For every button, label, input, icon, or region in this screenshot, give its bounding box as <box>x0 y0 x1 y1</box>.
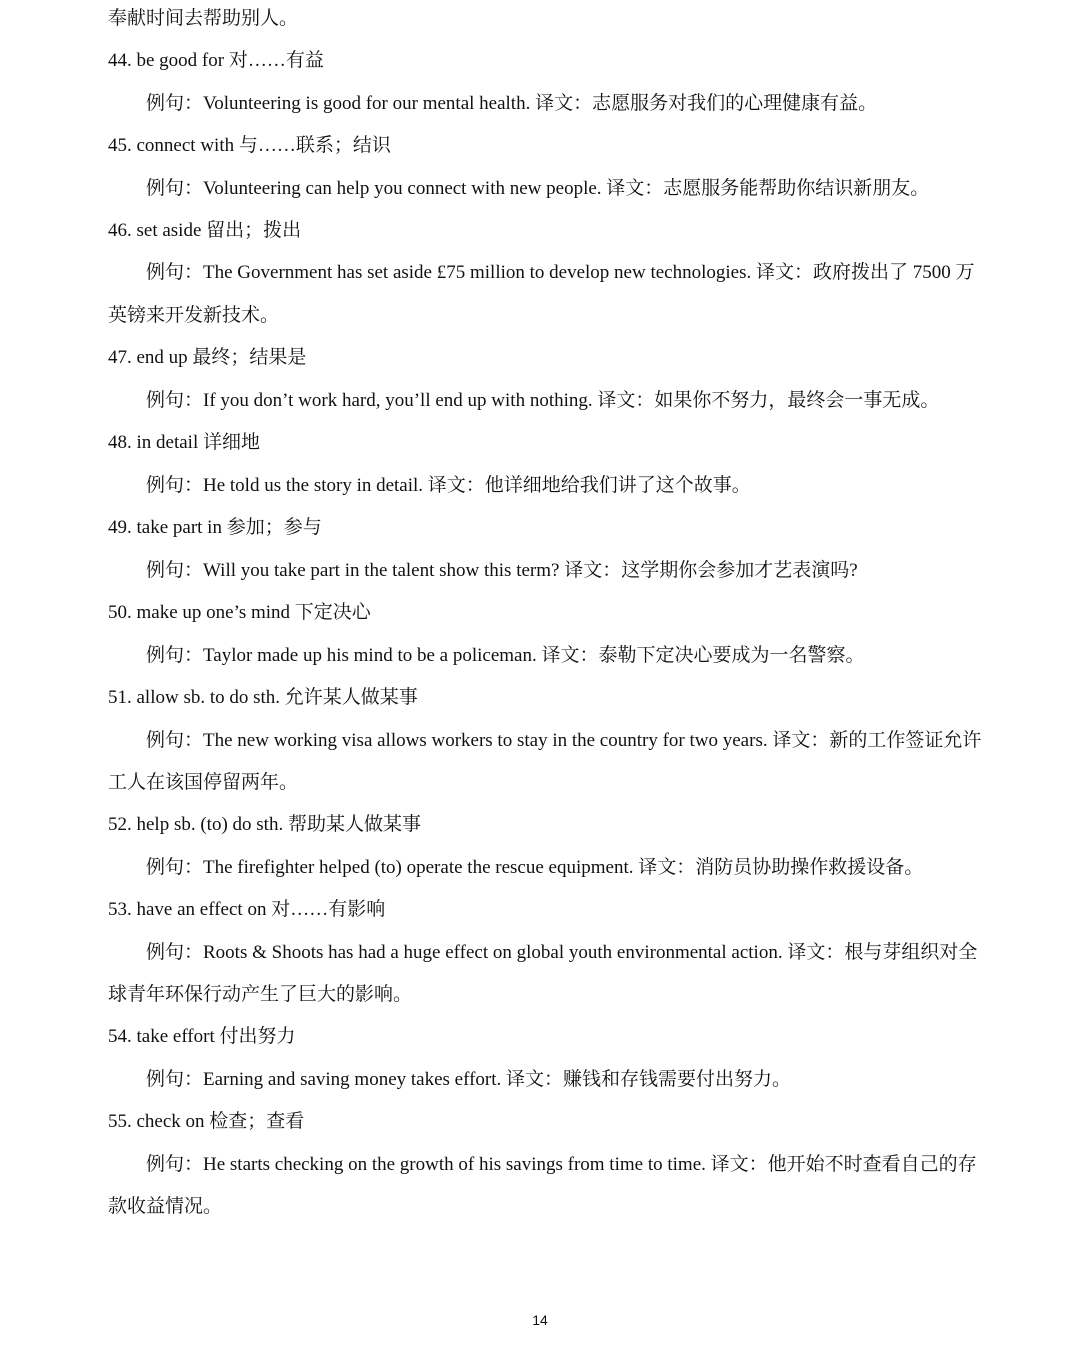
phrase-entry-55: 55. check on 检查；查看 <box>108 1111 305 1132</box>
example-sentence-50: 例句：Taylor made up his mind to be a policeman. 译文：泰勒下定决心要成为一名警察。 <box>146 645 865 666</box>
example-sentence-51: 例句：The new working visa allows workers to stay in the country for two years. 译文：新的工作签证允许 <box>146 730 982 751</box>
example-sentence-53-continuation: 球青年环保行动产生了巨大的影响。 <box>108 984 413 1005</box>
phrase-entry-52: 52. help sb. (to) do sth. 帮助某人做某事 <box>108 814 421 835</box>
phrase-entry-47: 47. end up 最终；结果是 <box>108 347 307 368</box>
example-sentence-48: 例句：He told us the story in detail. 译文：他详细地给我们讲了这个故事。 <box>146 475 751 496</box>
continuation-line: 奉献时间去帮助别人。 <box>108 8 299 29</box>
phrase-entry-48: 48. in detail 详细地 <box>108 432 260 453</box>
phrase-entry-44: 44. be good for 对……有益 <box>108 50 324 71</box>
page-number: 14 <box>532 1312 548 1328</box>
example-sentence-53: 例句：Roots & Shoots has had a huge effect on global youth environmental action. 译文：根与芽组织对全 <box>146 942 978 963</box>
phrase-entry-53: 53. have an effect on 对……有影响 <box>108 899 386 920</box>
example-sentence-45: 例句：Volunteering can help you connect with new people. 译文：志愿服务能帮助你结识新朋友。 <box>146 178 930 199</box>
example-sentence-54: 例句：Earning and saving money takes effort. 译文：赚钱和存钱需要付出努力。 <box>146 1069 792 1090</box>
phrase-entry-54: 54. take effort 付出努力 <box>108 1026 296 1047</box>
phrase-entry-45: 45. connect with 与……联系；结识 <box>108 135 391 156</box>
phrase-entry-49: 49. take part in 参加；参与 <box>108 517 322 538</box>
example-sentence-55-continuation: 款收益情况。 <box>108 1196 223 1217</box>
example-sentence-55: 例句：He starts checking on the growth of his savings from time to time. 译文：他开始不时查看自己的存 <box>146 1154 977 1175</box>
phrase-entry-46: 46. set aside 留出；拨出 <box>108 220 302 241</box>
phrase-entry-51: 51. allow sb. to do sth. 允许某人做某事 <box>108 687 418 708</box>
example-sentence-51-continuation: 工人在该国停留两年。 <box>108 772 299 793</box>
example-sentence-47: 例句：If you don’t work hard, you’ll end up with nothing. 译文：如果你不努力，最终会一事无成。 <box>146 390 940 411</box>
example-sentence-44: 例句：Volunteering is good for our mental health. 译文：志愿服务对我们的心理健康有益。 <box>146 93 878 114</box>
example-sentence-49: 例句：Will you take part in the talent show this term? 译文：这学期你会参加才艺表演吗? <box>146 560 858 581</box>
example-sentence-46: 例句：The Government has set aside £75 million to develop new technologies. 译文：政府拨出了 7500 万 <box>146 262 975 283</box>
example-sentence-46-continuation: 英镑来开发新技术。 <box>108 305 280 326</box>
example-sentence-52: 例句：The firefighter helped (to) operate the rescue equipment. 译文：消防员协助操作救援设备。 <box>146 857 924 878</box>
phrase-entry-50: 50. make up one’s mind 下定决心 <box>108 602 371 623</box>
